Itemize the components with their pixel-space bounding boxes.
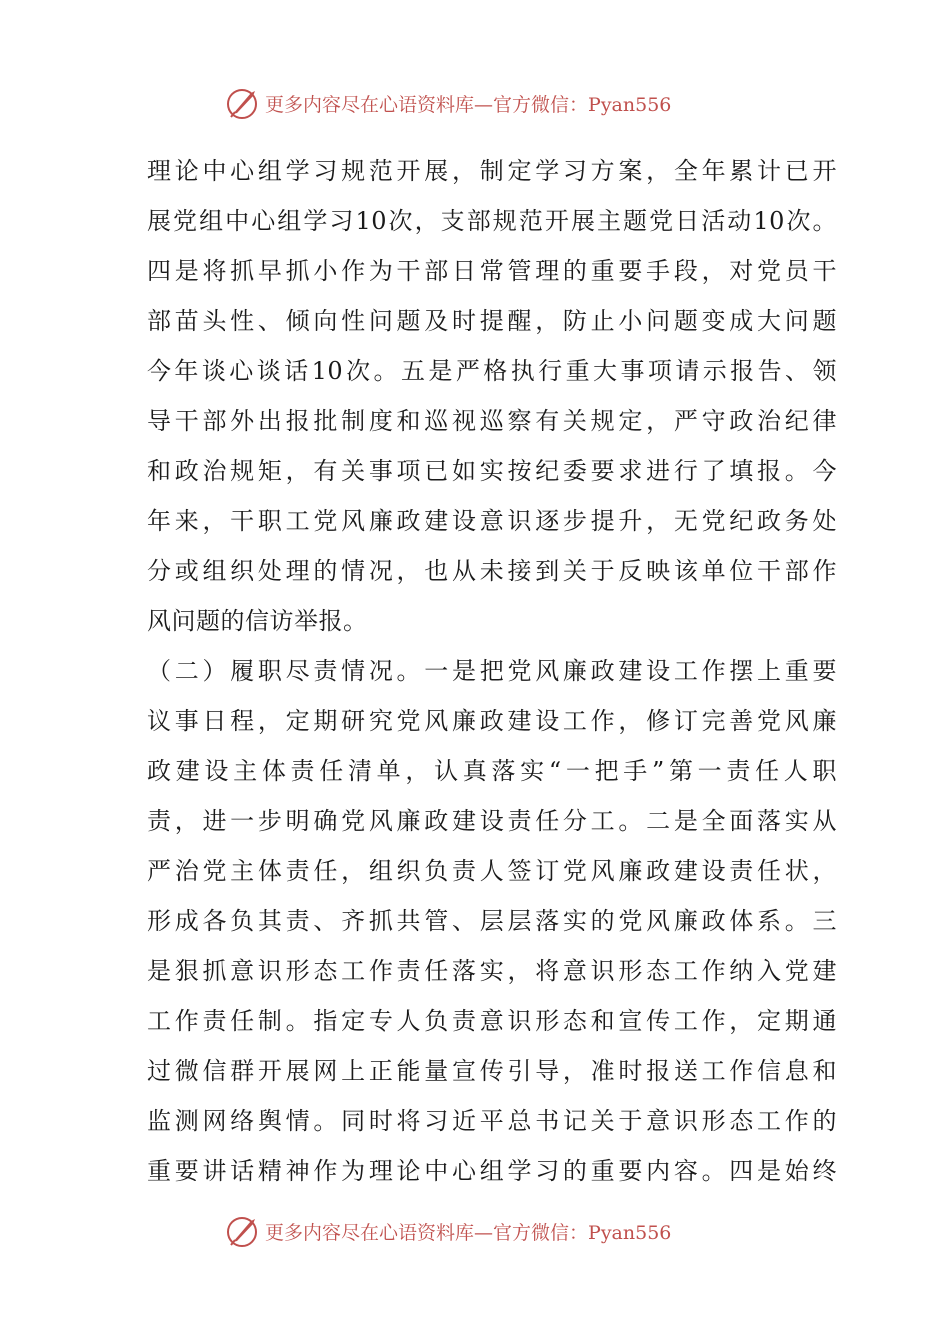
text-line: 过微信群开展网上正能量宣传引导，准时报送工作信息和 bbox=[147, 1057, 837, 1085]
text-line: 导干部外出报批制度和巡视巡察有关规定，严守政治纪律 bbox=[147, 407, 837, 435]
text-line: 监测网络舆情。同时将习近平总书记关于意识形态工作的 bbox=[147, 1107, 837, 1135]
text-line: 责，进一步明确党风廉政建设责任分工。二是全面落实从 bbox=[147, 807, 837, 835]
text-line: 严治党主体责任，组织负责人签订党风廉政建设责任状， bbox=[147, 857, 837, 885]
banner-title: 更多内容尽在心语资料库—官方微信：Pyan556 bbox=[265, 93, 672, 116]
text-line: 重要讲话精神作为理论中心组学习的重要内容。四是始终 bbox=[147, 1157, 837, 1185]
text-line: 今年谈心谈话10次。五是严格执行重大事项请示报告、领 bbox=[147, 357, 837, 385]
text-line: 分或组织处理的情况，也从未接到关于反映该单位干部作 bbox=[147, 557, 837, 585]
text-line: 四是将抓早抓小作为干部日常管理的重要手段，对党员干 bbox=[147, 257, 837, 285]
banner-title: 更多内容尽在心语资料库—官方微信：Pyan556 bbox=[265, 1221, 672, 1244]
text-line: 展党组中心组学习10次，支部规范开展主题党日活动10次。 bbox=[147, 207, 837, 235]
header-banner bbox=[225, 83, 745, 123]
text-line: 政建设主体责任清单，认真落实“一把手”第一责任人职 bbox=[147, 757, 837, 785]
quill-pen-icon bbox=[225, 1213, 261, 1249]
text-line: 部苗头性、倾向性问题及时提醒，防止小问题变成大问题 bbox=[147, 307, 837, 335]
text-line: 工作责任制。指定专人负责意识形态和宣传工作，定期通 bbox=[147, 1007, 837, 1035]
text-line: 是狠抓意识形态工作责任落实，将意识形态工作纳入党建 bbox=[147, 957, 837, 985]
text-line: 议事日程，定期研究党风廉政建设工作，修订完善党风廉 bbox=[147, 707, 837, 735]
footer-banner bbox=[225, 1211, 745, 1251]
document-body bbox=[147, 146, 837, 1196]
quill-pen-icon bbox=[225, 85, 261, 121]
text-line: 风问题的信访举报。 bbox=[147, 607, 368, 635]
text-line: 年来，干职工党风廉政建设意识逐步提升，无党纪政务处 bbox=[147, 507, 837, 535]
text-line: 形成各负其责、齐抓共管、层层落实的党风廉政体系。三 bbox=[147, 907, 837, 935]
text-line: 理论中心组学习规范开展，制定学习方案，全年累计已开 bbox=[147, 157, 837, 185]
text-line: 和政治规矩，有关事项已如实按纪委要求进行了填报。今 bbox=[147, 457, 837, 485]
text-line: （二）履职尽责情况。一是把党风廉政建设工作摆上重要 bbox=[147, 657, 837, 685]
